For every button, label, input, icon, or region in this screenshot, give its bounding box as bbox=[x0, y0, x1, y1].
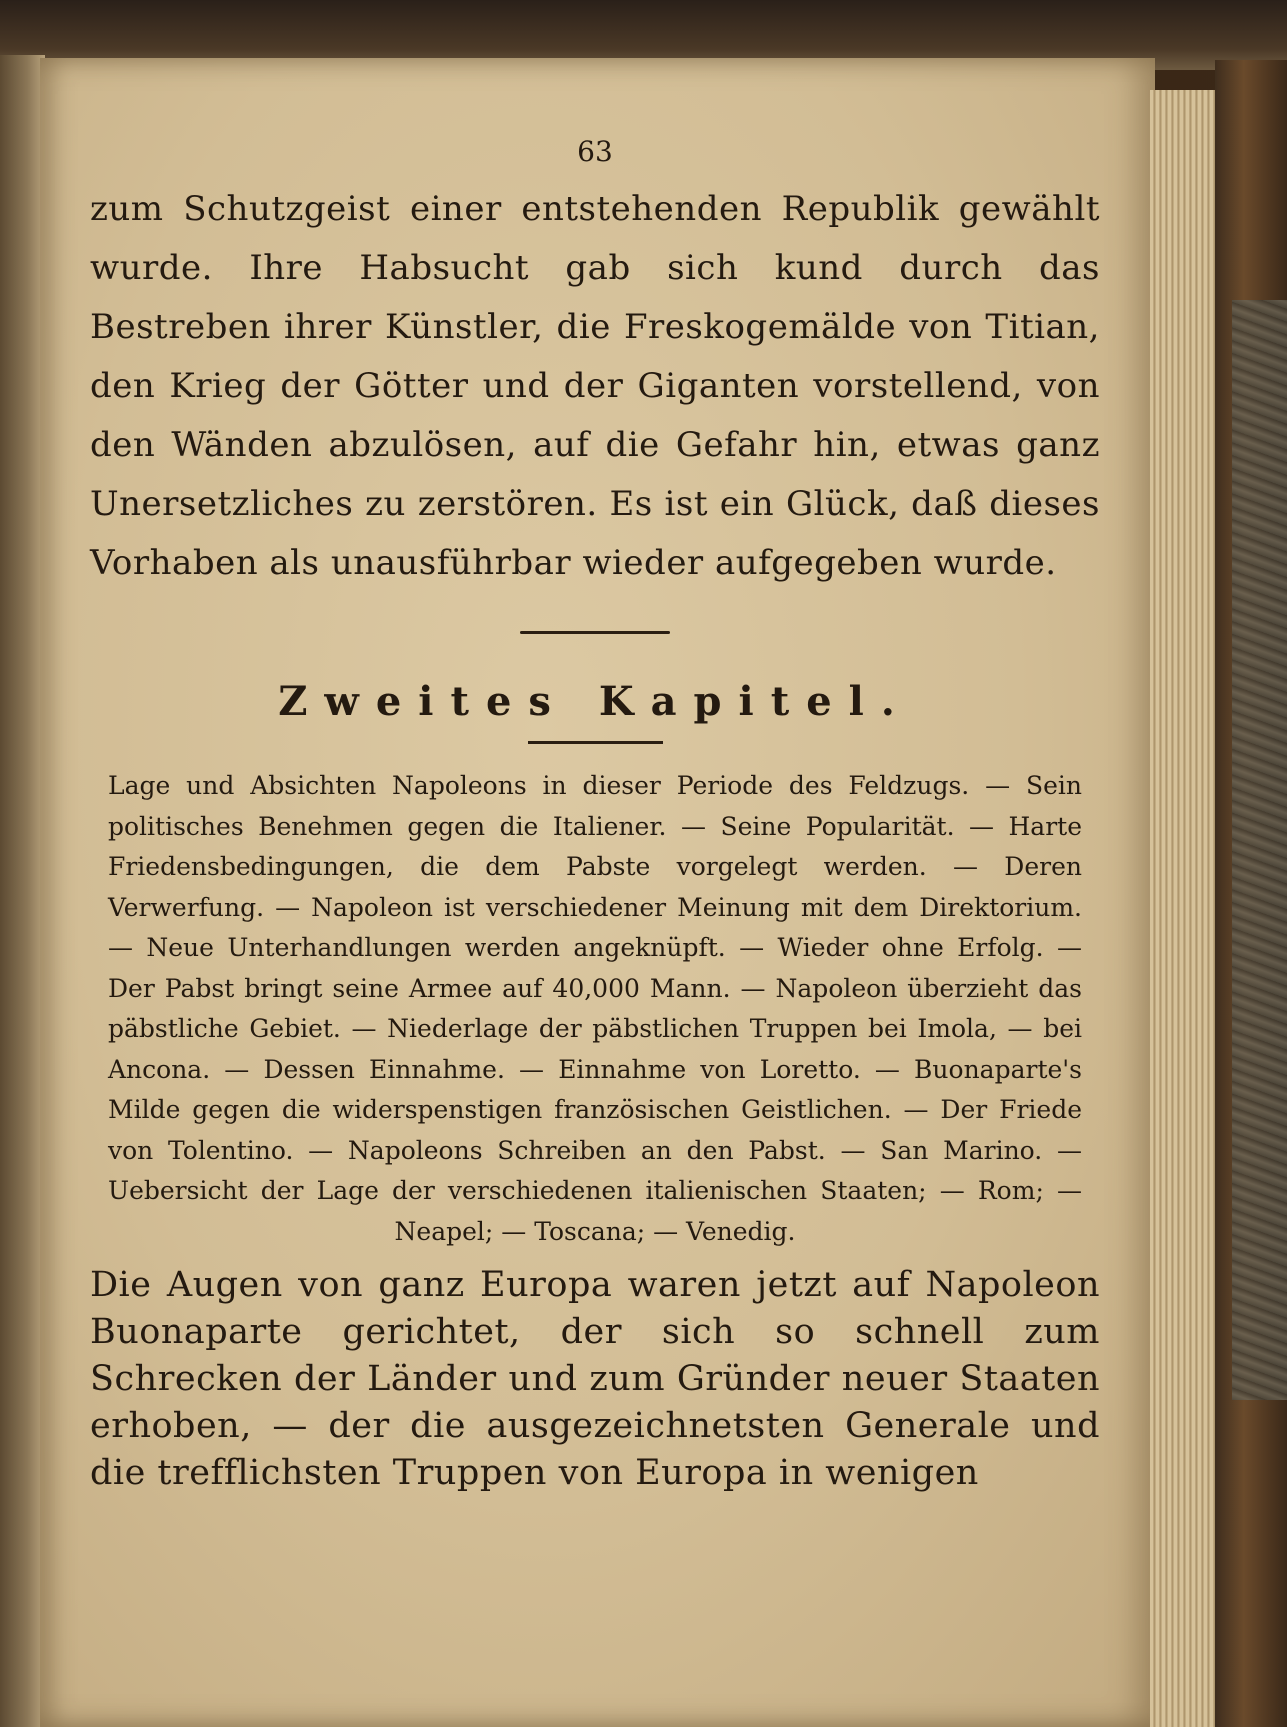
chapter-title: Zweites Kapitel. bbox=[278, 678, 912, 725]
left-page-edge bbox=[0, 55, 45, 1727]
chapter-opening-paragraph: Die Augen von ganz Europa waren jetzt auf Napoleon Buonaparte gerichtet, der sich so schnell zum Schrecken der Länder und zum Gründer neuer Staaten erhoben, — der die ausgezeichnetsten Generale und die trefflichsten Truppen von Europa in wenigen bbox=[90, 1265, 1100, 1493]
continuation-paragraph: zum Schutzgeist einer entstehenden Republik gewählt wurde. Ihre Habsucht gab sich kund durch das Bestreben ihrer Künstler, die Freskogemälde von Titian, den Krieg der Götter und der Giganten vorstellend, von den Wänden abzulösen, auf die Gefahr hin, etwas ganz Unersetzliches zu zerstören. Es ist ein Glück, daß dieses Vorhaben als unausführbar wieder aufgegeben wurde. bbox=[90, 189, 1100, 583]
chapter-summary: Lage und Absichten Napoleons in dieser Periode des Feldzugs. — Sein politisches Benehmen gegen die Italiener. — Seine Popularität. — Harte Friedensbedingungen, die dem Pabste vorgelegt werden. — Deren Verwerfung. — Napoleon ist verschiedener Meinung mit dem Direktorium. — Neue Unterhandlungen werden angeknüpft. — Wieder ohne Erfolg. — Der Pabst bringt seine Armee auf 40,000 Mann. — Napoleon überzieht das päbstliche Gebiet. — Niederlage der päbstlichen Truppen bei Imola, — bei Ancona. — Dessen Einnahme. — Einnahme von Loretto. — Buonaparte's Milde gegen die widerspenstigen französischen Geistlichen. — Der Friede von Tolentino. — Napoleons Schreiben an den Pabst. — San Marino. — Uebersicht der Lage der verschiedenen italienischen Staaten; — Rom; — Neapel; — Toscana; — Venedig. bbox=[108, 771, 1082, 1246]
page-content bbox=[90, 135, 1100, 1497]
page-number: 63 bbox=[577, 135, 613, 168]
cover-marbling bbox=[1232, 300, 1287, 1400]
page-stack-edge bbox=[1150, 90, 1220, 1727]
section-divider bbox=[520, 631, 670, 634]
title-underline bbox=[528, 741, 663, 744]
